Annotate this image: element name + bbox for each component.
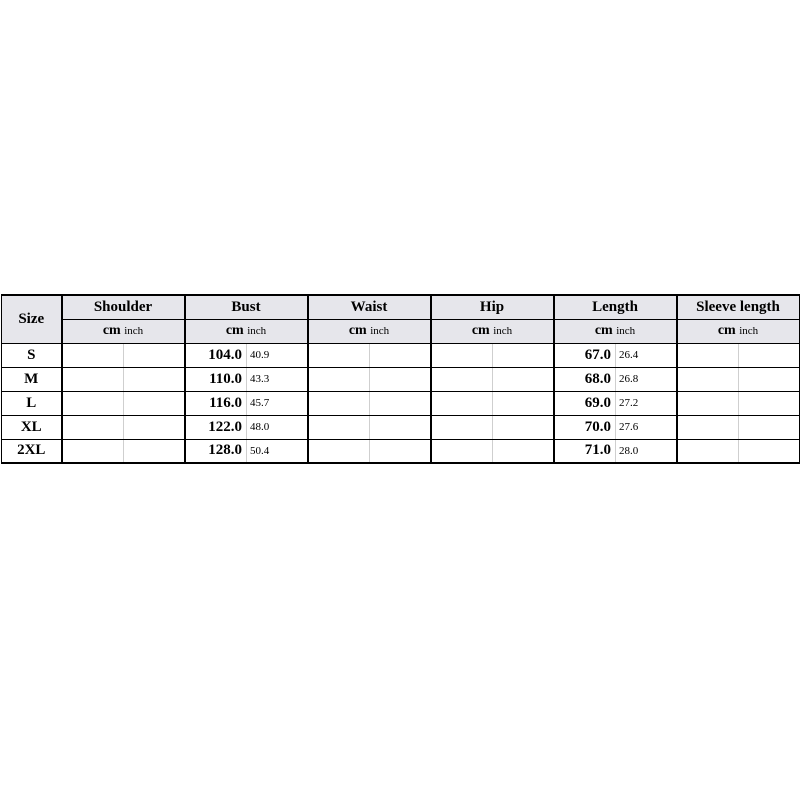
unit-inch: inch <box>739 325 759 337</box>
column-header-hip: Hip <box>431 295 554 319</box>
inch-value-cell: 26.8 <box>616 367 677 391</box>
cm-value-cell: 104.0 <box>185 343 247 367</box>
unit-cm: cm <box>471 323 490 338</box>
unit-header <box>677 319 800 343</box>
cm-value-cell <box>308 439 370 463</box>
inch-value-cell <box>739 415 800 439</box>
cm-value-cell <box>431 343 493 367</box>
cm-value-cell <box>62 415 124 439</box>
table-row <box>2 391 800 415</box>
inch-value-cell: 28.0 <box>616 439 677 463</box>
unit-cm: cm <box>594 323 613 338</box>
unit-inch: inch <box>493 325 513 337</box>
cm-value-cell: 128.0 <box>185 439 247 463</box>
inch-value-cell <box>124 415 185 439</box>
unit-header <box>62 319 185 343</box>
unit-inch: inch <box>616 325 636 337</box>
cm-value-cell <box>677 343 739 367</box>
unit-inch: inch <box>370 325 390 337</box>
inch-value-cell <box>370 391 431 415</box>
inch-value-cell <box>493 439 554 463</box>
size-cell: S <box>2 343 62 367</box>
cm-value-cell: 68.0 <box>554 367 616 391</box>
inch-value-cell: 27.2 <box>616 391 677 415</box>
cm-value-cell: 69.0 <box>554 391 616 415</box>
unit-header <box>185 319 308 343</box>
inch-value-cell: 26.4 <box>616 343 677 367</box>
cm-value-cell: 71.0 <box>554 439 616 463</box>
table-body <box>2 343 800 463</box>
inch-value-cell <box>739 439 800 463</box>
cm-value-cell <box>308 367 370 391</box>
cm-value-cell <box>677 439 739 463</box>
inch-value-cell <box>124 391 185 415</box>
size-cell: XL <box>2 415 62 439</box>
column-header-waist: Waist <box>308 295 431 319</box>
column-header-sleeve-length: Sleeve length <box>677 295 800 319</box>
size-cell: M <box>2 367 62 391</box>
inch-value-cell <box>370 367 431 391</box>
cm-value-cell: 70.0 <box>554 415 616 439</box>
unit-cm: cm <box>348 323 367 338</box>
cm-value-cell: 67.0 <box>554 343 616 367</box>
cm-value-cell <box>431 415 493 439</box>
cm-value-cell <box>431 439 493 463</box>
unit-inch: inch <box>247 325 267 337</box>
header-row <box>2 295 800 319</box>
cm-value-cell <box>62 439 124 463</box>
inch-value-cell: 50.4 <box>247 439 308 463</box>
column-header-shoulder: Shoulder <box>62 295 185 319</box>
inch-value-cell <box>493 415 554 439</box>
inch-value-cell <box>124 439 185 463</box>
unit-cm: cm <box>717 323 736 338</box>
size-cell: L <box>2 391 62 415</box>
inch-value-cell <box>370 439 431 463</box>
inch-value-cell: 40.9 <box>247 343 308 367</box>
inch-value-cell <box>493 391 554 415</box>
inch-value-cell <box>739 343 800 367</box>
cm-value-cell <box>431 391 493 415</box>
unit-header <box>308 319 431 343</box>
inch-value-cell <box>370 343 431 367</box>
inch-value-cell <box>124 343 185 367</box>
inch-value-cell <box>124 367 185 391</box>
size-cell: 2XL <box>2 439 62 463</box>
cm-value-cell <box>677 391 739 415</box>
inch-value-cell: 45.7 <box>247 391 308 415</box>
inch-value-cell <box>739 367 800 391</box>
cm-value-cell <box>308 415 370 439</box>
table-row <box>2 415 800 439</box>
unit-row <box>2 319 800 343</box>
cm-value-cell: 122.0 <box>185 415 247 439</box>
cm-value-cell <box>677 367 739 391</box>
inch-value-cell <box>370 415 431 439</box>
cm-value-cell <box>62 367 124 391</box>
unit-cm: cm <box>102 323 121 338</box>
column-header-bust: Bust <box>185 295 308 319</box>
cm-value-cell: 110.0 <box>185 367 247 391</box>
cm-value-cell: 116.0 <box>185 391 247 415</box>
column-header-length: Length <box>554 295 677 319</box>
inch-value-cell <box>493 343 554 367</box>
table-row <box>2 439 800 463</box>
size-chart-table <box>1 294 800 464</box>
unit-cm: cm <box>225 323 244 338</box>
size-header: Size <box>2 295 62 343</box>
unit-header <box>554 319 677 343</box>
cm-value-cell <box>431 367 493 391</box>
inch-value-cell <box>493 367 554 391</box>
unit-header <box>431 319 554 343</box>
cm-value-cell <box>62 343 124 367</box>
unit-inch: inch <box>124 325 144 337</box>
table-row <box>2 343 800 367</box>
cm-value-cell <box>62 391 124 415</box>
inch-value-cell: 48.0 <box>247 415 308 439</box>
inch-value-cell: 27.6 <box>616 415 677 439</box>
cm-value-cell <box>308 343 370 367</box>
cm-value-cell <box>308 391 370 415</box>
inch-value-cell <box>739 391 800 415</box>
inch-value-cell: 43.3 <box>247 367 308 391</box>
cm-value-cell <box>677 415 739 439</box>
table-row <box>2 367 800 391</box>
